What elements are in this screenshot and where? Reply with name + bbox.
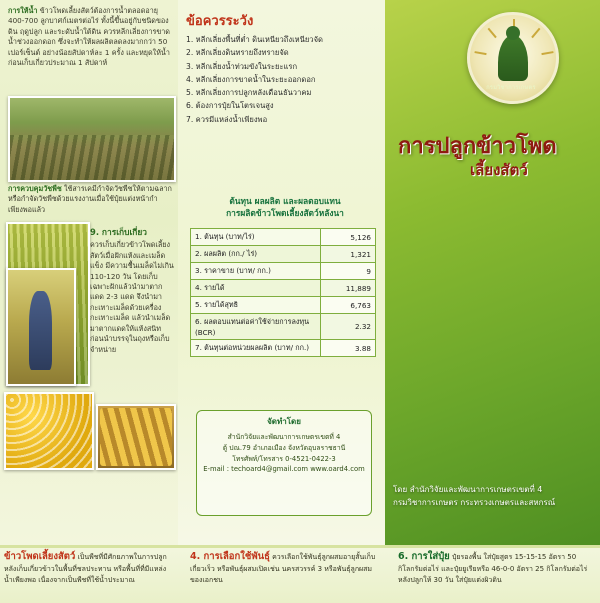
harvest-heading: 9. การเก็บเกี่ยว — [90, 227, 147, 237]
table-row — [191, 280, 376, 297]
bottom-body-2: ควรเลือกใช้พันธุ์ลูกผสมอายุสั้นเก็บเกี่ยวเร็ว หรือพันธุ์ผสมเปิดเช่น นครสวรรค์ 3 หรือพันธุ์ลูกผสมของเอกชน — [190, 553, 376, 584]
warning-item: 4. หลีกเลี่ยงการขาดน้ำในระยะออกดอก — [186, 74, 316, 84]
page-subtitle: เลี้ยงสัตว์ — [470, 161, 528, 179]
dry-cobs-photo — [96, 404, 176, 470]
cost-table-title — [192, 196, 378, 220]
credit-line: ตู้ ปณ.79 อำเภอเมือง จังหวัดอุบลราชธานี — [222, 443, 346, 452]
seal-label: กรมวิชาการเกษตร — [486, 85, 536, 91]
cost-table — [190, 228, 376, 357]
cost-label: 5. รายได้สุทธิ — [191, 297, 321, 314]
cost-value: 5,126 — [321, 229, 376, 246]
farmer-photo — [6, 268, 76, 386]
cost-title-line2: การผลิตข้าวโพดเลี้ยงสัตว์หลังนา — [226, 207, 344, 218]
kernels-photo — [4, 392, 94, 470]
cost-label: 4. รายได้ — [191, 280, 321, 297]
cost-title-line1: ต้นทุน ผลผลิต และผลตอบแทน — [229, 196, 341, 206]
warning-title: ข้อควรระวัง — [186, 14, 254, 29]
weed-heading: การควบคุมวัชพืช — [8, 184, 62, 193]
warning-item: 7. ควรมีแหล่งน้ำเพียงพอ — [186, 114, 268, 124]
table-row — [191, 340, 376, 357]
bottom-heading-2: 4. การเลือกใช้พันธุ์ — [190, 551, 270, 562]
cost-value: 3.88 — [321, 340, 376, 357]
credit-email[interactable]: E-mail : techoard4@gmail.com www.oard4.com — [203, 465, 365, 474]
cost-value: 11,889 — [321, 280, 376, 297]
warning-item: 3. หลีกเลี่ยงน้ำท่วมขังในระยะแรก — [186, 61, 298, 71]
cost-value: 9 — [321, 263, 376, 280]
cost-label: 1. ต้นทุน (บาท/ไร่) — [191, 229, 321, 246]
cost-label: 7. ต้นทุนต่อหน่วยผลผลิต (บาท/ กก.) — [191, 340, 321, 357]
table-row — [191, 263, 376, 280]
page-title: การปลูกข้าวโพด — [398, 134, 557, 159]
warning-item: 6. ต้องการปุ๋ยในโตรเจนสูง — [186, 101, 274, 111]
credit-heading: จัดทำโดย — [267, 417, 301, 426]
bottom-body-3: ปุ๋ยรองพื้น ใส่ปุ๋ยสูตร 15-15-15 อัตรา 50 กิโลกรัมต่อไร่ และปุ๋ยยูเรียหรือ 46-0-0 อัตรา 25 กิโลกรัมต่อไร่ หลังปลูกให้ 30 วัน ใส่ปุ๋ยแต่งผิวดิน — [398, 553, 588, 584]
warning-item: 5. หลีกเลี่ยงการปลูกหลังเดือนธันวาคม — [186, 88, 312, 98]
table-row — [191, 246, 376, 263]
cost-label: 3. ราคาขาย (บาท/ กก.) — [191, 263, 321, 280]
bottom-col-2 — [190, 550, 380, 585]
warning-item: 2. หลีกเลี่ยงดินทรายถึงทรายจัด — [186, 48, 289, 58]
bottom-heading-3: 6. การใส่ปุ๋ย — [398, 551, 450, 562]
bottom-col-3 — [398, 550, 596, 585]
cost-label: 6. ผลตอบแทนต่อค่าใช้จ่ายการลงทุน (BCR) — [191, 314, 321, 340]
harvest-section — [90, 226, 174, 355]
publisher-line1: โดย สำนักวิจัยและพัฒนาการเกษตรเขตที่ 4 — [393, 485, 543, 494]
harvest-body: ควรเก็บเกี่ยวข้าวโพดเลี้ยงสัตว์เมื่อฝักแห้งและเมล็ดแข็ง มีความชื้นเมล็ดไม่เกิน 110-120 วัน โดยเก็บเฉพาะฝักแล้วนำมาตากแดด 2-3 แดด จึงนำมากะเทาะเมล็ดด้วยเครื่องกะเทาะเมล็ด แล้วนำเมล็ดมาตากแดดให้แห้งสนิทก่อนนำบรรจุในถุงหรือเก็บจำหน่าย — [90, 240, 174, 354]
bottom-body-1: เป็นพืชที่มีศักยภาพในการปลูกหลังเก็บเกี่ยวข้าวในพื้นที่ชลประทาน หรือพื้นที่ที่มีแหล่งน้ำเพียงพอ เนื่องจากเป็นพืชที่ใช้น้ำประมาณ — [4, 553, 167, 584]
publisher-line2: กรมวิชาการเกษตร กระทรวงเกษตรและสหกรณ์ — [393, 497, 556, 507]
cost-value: 1,321 — [321, 246, 376, 263]
field-photo — [8, 96, 176, 182]
bottom-heading-1: ข้าวโพดเลี้ยงสัตว์ — [4, 551, 76, 562]
cost-value: 2.32 — [321, 314, 376, 340]
left-panel — [0, 0, 178, 545]
weed-body: ใช้สารเคมีกำจัดวัชพืชให้ตามฉลาก หรือกำจัดวัชพืชด้วยแรงงานเมื่อใช้ปุ๋ยแต่งหน้ากำเพียงพอแล้ว — [8, 184, 172, 214]
table-row — [191, 297, 376, 314]
credit-line: สำนักวิจัยและพัฒนาการเกษตรเขตที่ 4 — [227, 432, 341, 441]
water-section — [8, 6, 172, 69]
weed-section — [8, 184, 172, 215]
cost-label: 2. ผลผลิต (กก./ ไร่) — [191, 246, 321, 263]
bottom-col-1 — [4, 550, 174, 585]
water-body: ข้าวโพดเลี้ยงสัตว์ต้องการน้ำตลอดอายุ 400-700 ลูกบาศก์เมตรต่อไร่ ทั้งนี้ขึ้นอยู่กับชนิดของดิน ฤดูปลูก และระดับน้ำใต้ดิน ควรหลีกเลี่ยงการขาดน้ำช่วงออกดอก ซึ่งจะทำให้ผลผลิตลดลงมากกว่า 50 เปอร์เซ็นต์ อย่างน้อยสัปดาห์ละ 1 ครั้ง และหยุดให้น้ำก่อนเก็บเกี่ยวประมาณ 1 สัปดาห์ — [8, 6, 170, 68]
credit-box — [196, 410, 372, 516]
credit-line: โทรศัพท์/โทรสาร 0-4521-0422-3 — [232, 454, 336, 463]
table-row — [191, 229, 376, 246]
water-heading: การให้น้ำ — [8, 6, 38, 15]
warning-list — [186, 34, 376, 127]
publisher-block — [393, 484, 598, 510]
cost-value: 6,763 — [321, 297, 376, 314]
table-row — [191, 314, 376, 340]
warning-item: 1. หลีกเลี่ยงพื้นที่ต่ำ ดินเหนียวถึงเหนียวจัด — [186, 35, 323, 44]
